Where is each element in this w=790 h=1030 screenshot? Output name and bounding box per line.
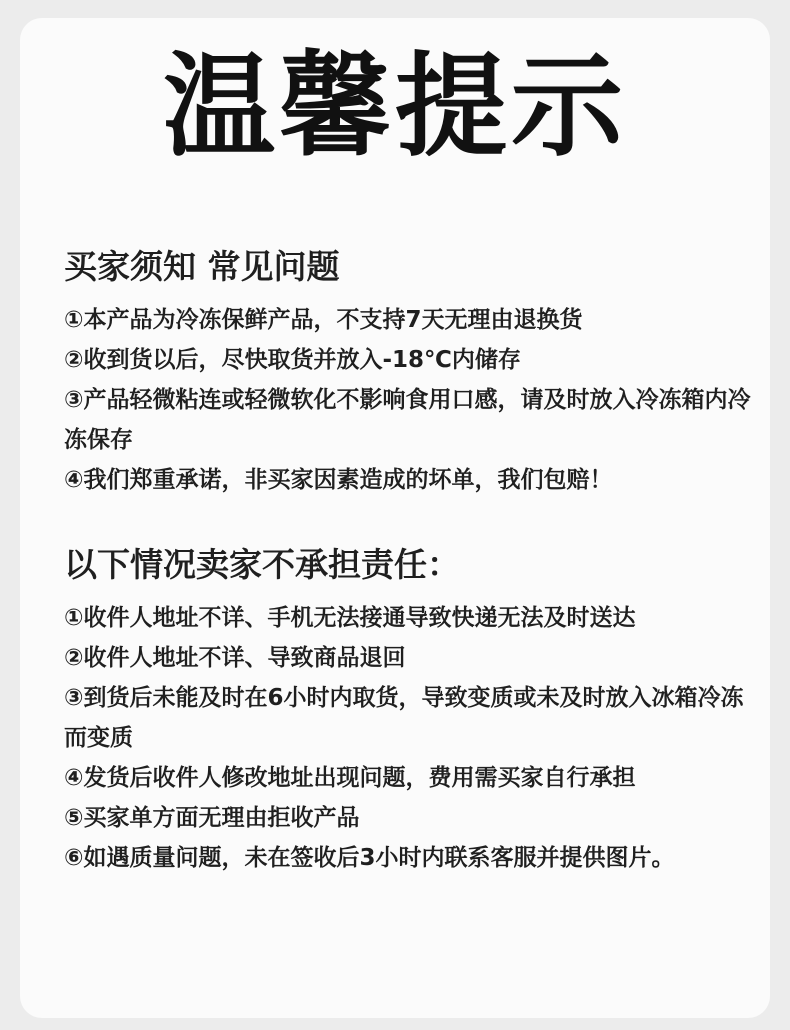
notice-item: ③产品轻微粘连或轻微软化不影响食用口感，请及时放入冷冻箱内冷冻保存 [64,387,751,453]
notice-item: ④我们郑重承诺，非买家因素造成的坏单，我们包赔！ [64,467,613,493]
notice-item: ②收到货以后，尽快取货并放入-18℃内储存 [64,347,521,373]
buyer-notice-section [64,244,764,500]
page-title: 温馨提示 [163,42,627,172]
seller-disclaimer-section [64,542,764,878]
disclaimer-item: ⑤买家单方面无理由拒收产品 [64,805,360,831]
disclaimer-item: ①收件人地址不详、手机无法接通导致快递无法及时送达 [64,605,636,631]
disclaimer-item: ⑥如遇质量问题，未在签收后3小时内联系客服并提供图片。 [64,845,675,871]
disclaimer-item: ④发货后收件人修改地址出现问题，费用需买家自行承担 [64,765,636,791]
disclaimer-item: ③到货后未能及时在6小时内取货，导致变质或未及时放入冰箱冷冻而变质 [64,685,744,751]
notice-item: ①本产品为冷冻保鲜产品，不支持7天无理由退换货 [64,307,583,333]
disclaimer-item: ②收件人地址不详、导致商品退回 [64,645,406,671]
section-heading: 买家须知 常见问题 [64,247,340,286]
section-heading: 以下情况卖家不承担责任： [64,545,460,584]
